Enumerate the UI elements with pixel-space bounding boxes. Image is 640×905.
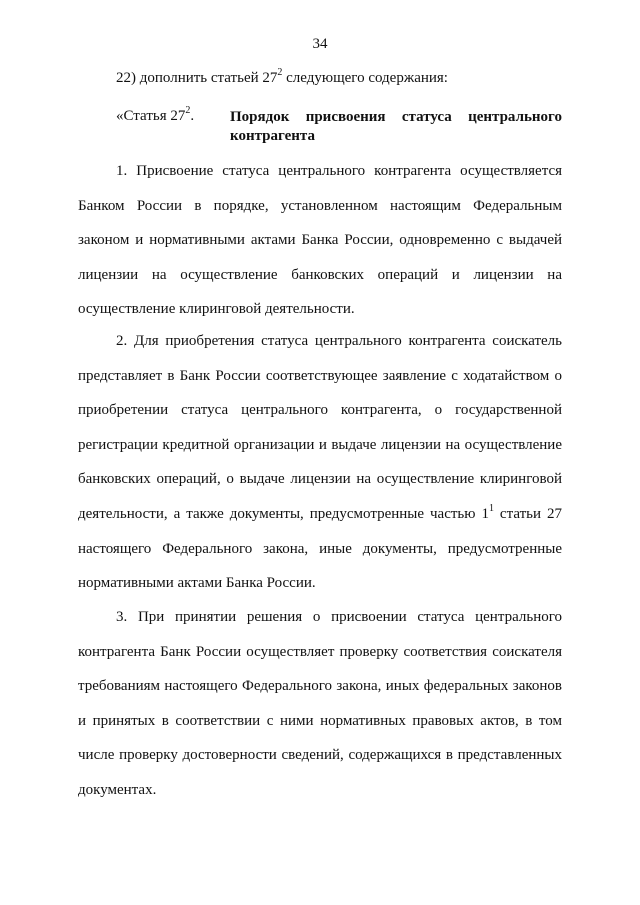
paragraph-3 bbox=[78, 600, 562, 808]
paragraph-line: осуществление клиринговой деятельности. bbox=[78, 301, 355, 318]
paragraph-line: числе проверку достоверности сведений, содержащихся в представленных bbox=[78, 747, 562, 764]
paragraph-2 bbox=[78, 324, 562, 601]
article-label bbox=[116, 105, 195, 125]
paragraph-line: 1. Присвоение статуса центрального контрагента осуществляется bbox=[116, 163, 562, 179]
article-label-suffix: . bbox=[190, 108, 195, 124]
intro-superscript: 2 bbox=[277, 67, 283, 78]
paragraph-line: банковских операций, о выдаче лицензии на осуществление клиринговой bbox=[78, 471, 562, 488]
article-title-line-2: контрагента bbox=[230, 128, 315, 144]
paragraph-line: 3. При принятии решения о присвоении статуса центрального bbox=[116, 609, 562, 625]
intro-suffix: следующего содержания: bbox=[282, 70, 448, 86]
paragraph-line: законом и нормативными актами Банка России, одновременно с выдачей bbox=[78, 232, 562, 249]
paragraph-line: настоящего Федерального закона, иные документы, предусмотренные bbox=[78, 540, 562, 557]
part-superscript: 1 bbox=[488, 502, 494, 514]
paragraph-line: приобретении статуса центрального контрагента, о государственной bbox=[78, 402, 562, 419]
article-title bbox=[230, 108, 562, 146]
paragraph-line-with-superscript bbox=[78, 497, 562, 532]
paragraph-line-text: деятельности, а также документы, предусмотренные частью 1 bbox=[78, 505, 489, 522]
paragraph-line: требованиям настоящего Федерального закона, иных федеральных законов bbox=[78, 678, 562, 695]
paragraph-line: 2. Для приобретения статуса центрального контрагента соискатель bbox=[116, 333, 562, 349]
paragraph-line: документах. bbox=[78, 781, 157, 798]
article-label-superscript: 2 bbox=[185, 105, 191, 116]
article-title-line-1: Порядок присвоения статуса центрального bbox=[230, 109, 562, 125]
article-label-prefix: «Статья 27 bbox=[116, 108, 186, 124]
paragraph-line: представляет в Банк России соответствующее заявление с ходатайством о bbox=[78, 367, 562, 384]
paragraph-1 bbox=[78, 154, 562, 327]
paragraph-line-text: статьи 27 bbox=[493, 505, 562, 522]
page-number: 34 bbox=[312, 36, 328, 52]
paragraph-line: лицензии на осуществление банковских операций и лицензии на bbox=[78, 266, 562, 283]
amendment-intro bbox=[116, 67, 448, 87]
paragraph-line: контрагента Банк России осуществляет проверку соответствия соискателя bbox=[78, 643, 562, 660]
paragraph-line: Банком России в порядке, установленном настоящим Федеральным bbox=[78, 197, 562, 214]
intro-prefix: 22) дополнить статьей 27 bbox=[116, 70, 278, 86]
paragraph-line: регистрации кредитной организации и выдаче лицензии на осуществление bbox=[78, 436, 562, 453]
paragraph-line: и принятых в соответствии с ними нормативных правовых актов, в том bbox=[78, 712, 562, 729]
paragraph-line: нормативными актами Банка России. bbox=[78, 575, 316, 592]
